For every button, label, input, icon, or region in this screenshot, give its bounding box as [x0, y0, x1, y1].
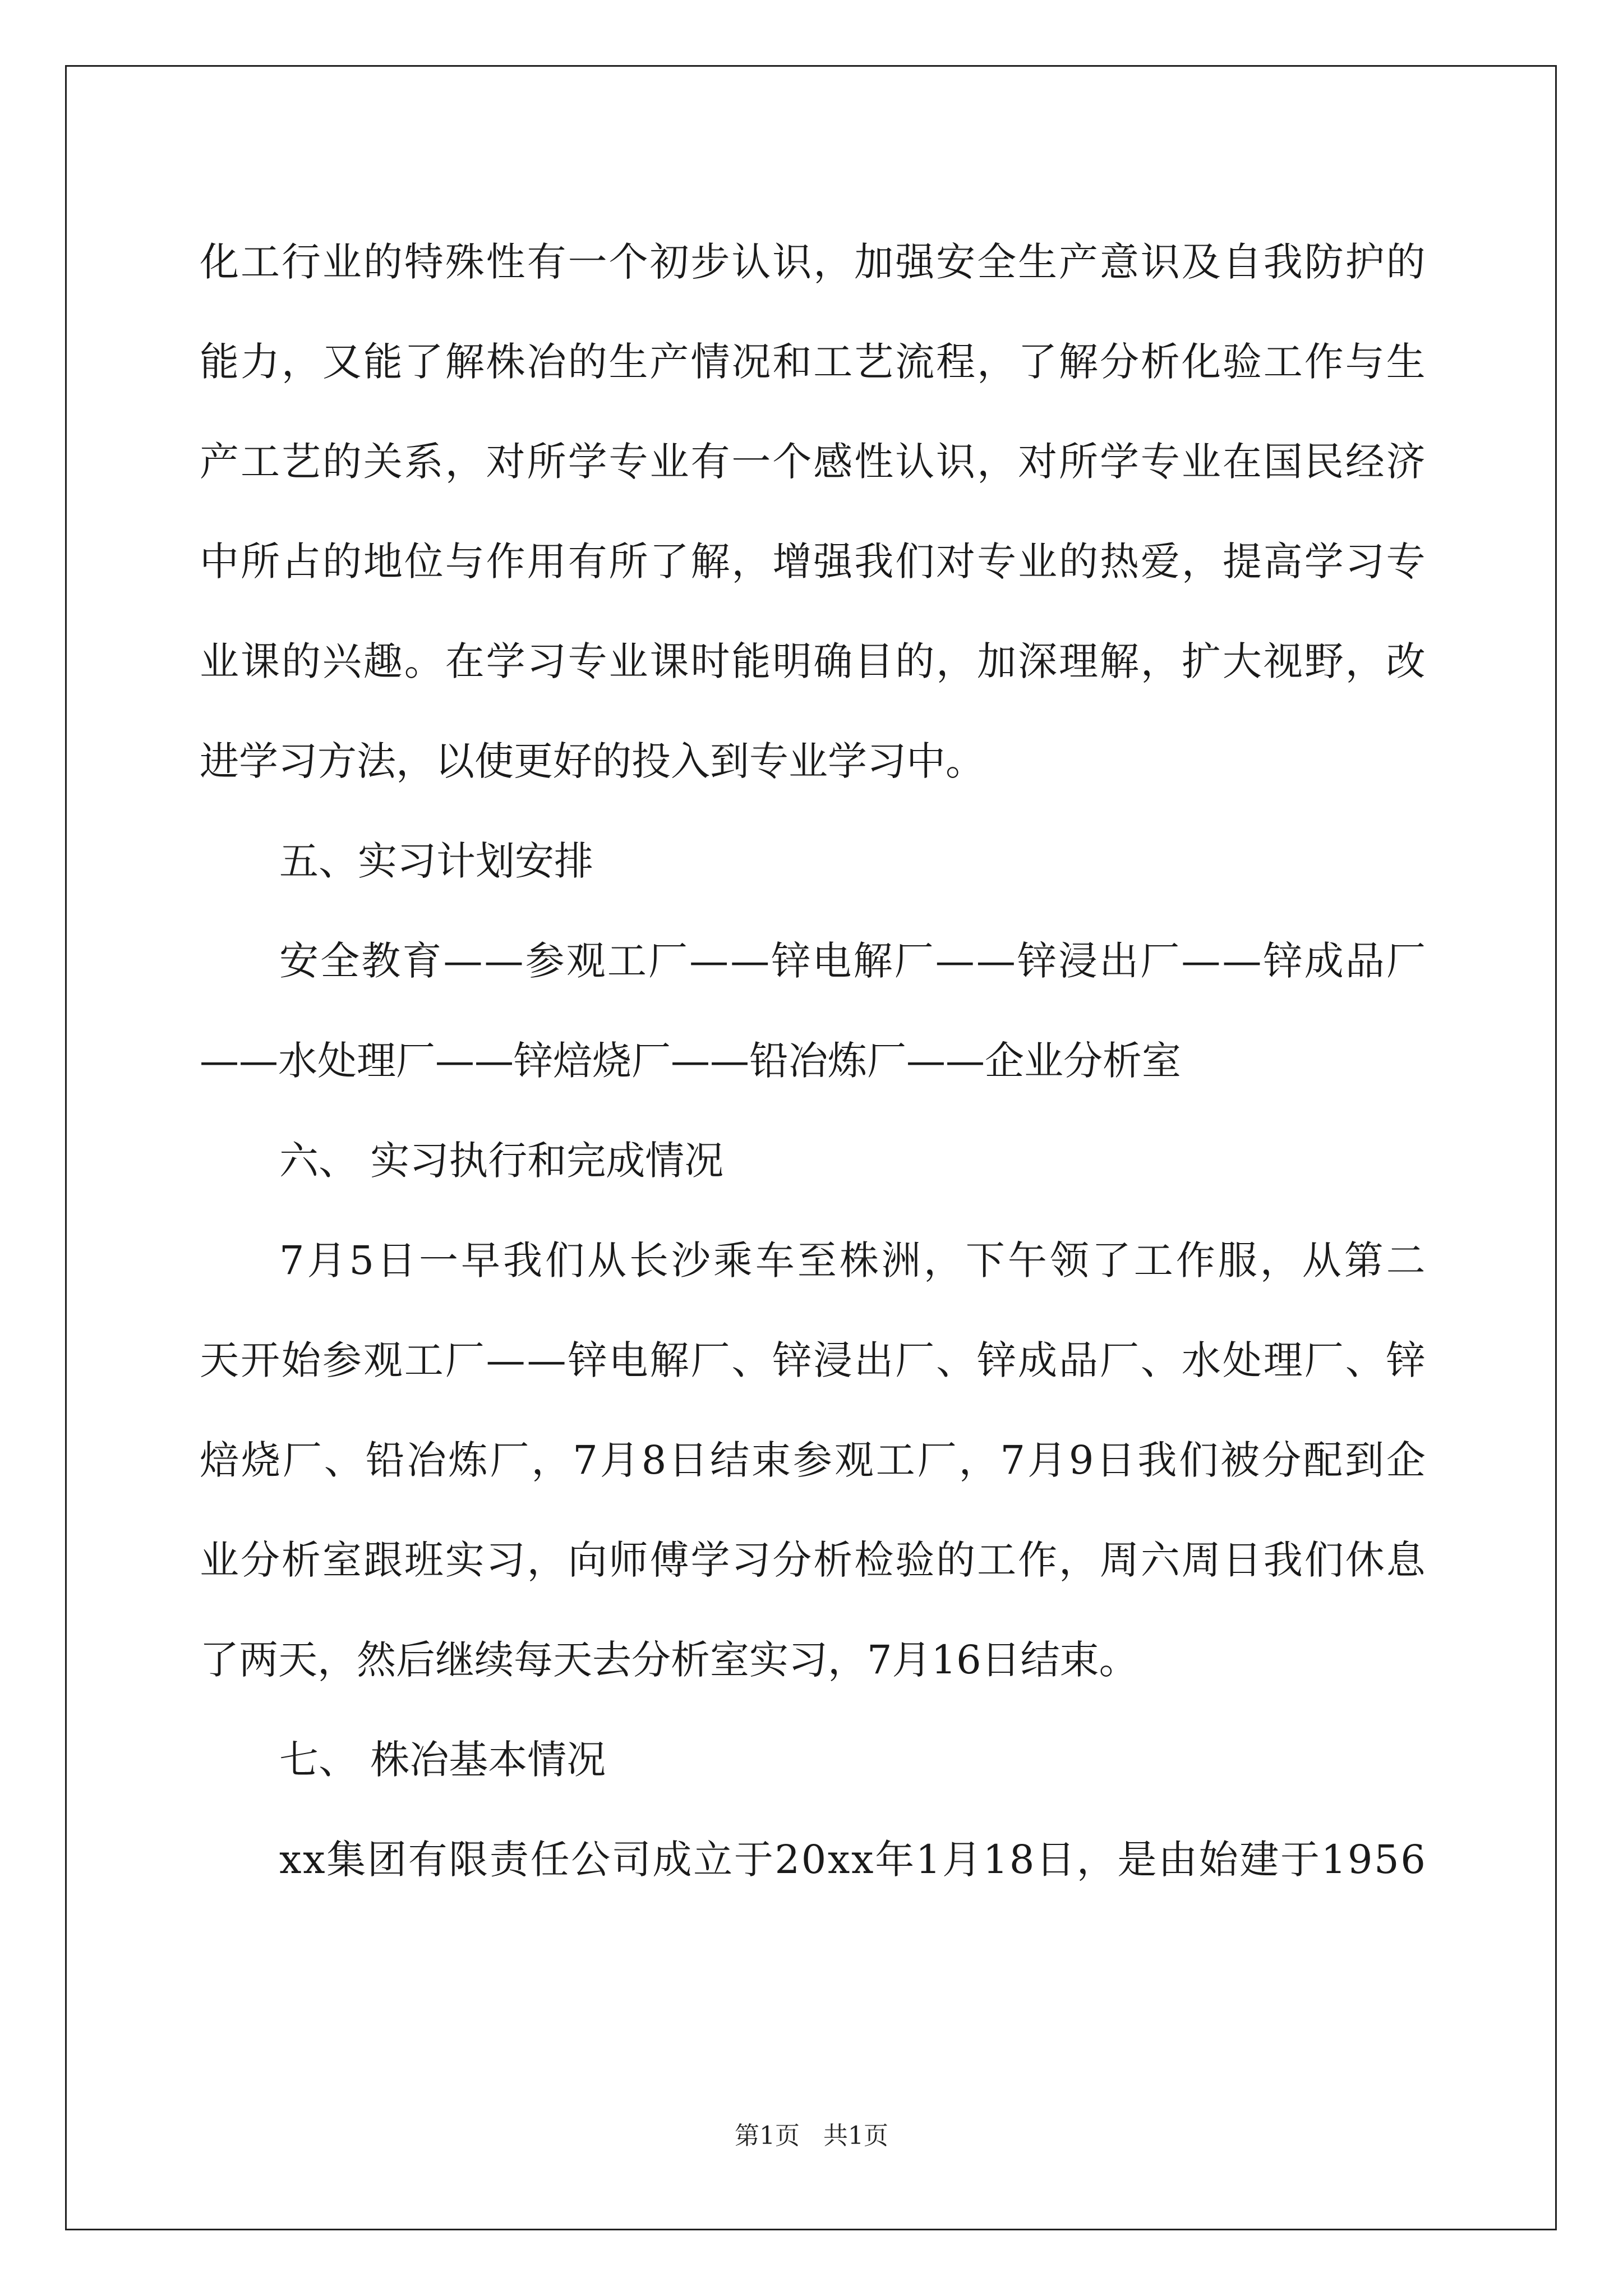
text-line: 业 课 的 兴 趣 。 在 学 习 专 业 课 时 能 明 确 目 的 ， 加 深 理 解 ， 扩 大 视 野 ， 改: [200, 638, 1426, 684]
text-line: 焙 烧 厂 、 铅 冶 炼 厂 ， 7 月 8 日 结 束 参 观 工 厂 ， 7 月 9 日 我 们 被 分 配 到 企: [200, 1437, 1426, 1483]
text-line: 安 全 教 育 — — 参 观 工 厂 — — 锌 电 解 厂 — — 锌 浸 出 厂 — — 锌 成 品 厂: [279, 938, 1426, 984]
text-line: 进学习方法，以使更好的投入到专业学习中。: [200, 738, 985, 784]
text-line: 五、实习计划安排: [279, 838, 593, 884]
text-line: 能 力 ， 又 能 了 解 株 冶 的 生 产 情 况 和 工 艺 流 程 ， 了 解 分 析 化 验 工 作 与 生: [200, 339, 1426, 385]
text-line: 产 工 艺 的 关 系 ， 对 所 学 专 业 有 一 个 感 性 认 识 ， 对 所 学 专 业 在 国 民 经 济: [200, 439, 1426, 485]
text-line: 化 工 行 业 的 特 殊 性 有 一 个 初 步 认 识 ， 加 强 安 全 生 产 意 识 及 自 我 防 护 的: [200, 239, 1426, 285]
text-line: 七、 株冶基本情况: [279, 1737, 606, 1783]
text-line: 六、 实习执行和完成情况: [279, 1138, 724, 1184]
text-line: 7 月 5 日 一 早 我 们 从 长 沙 乘 车 至 株 洲 ， 下 午 领 了 工 作 服 ， 从 第 二: [279, 1237, 1426, 1283]
text-line: 业 分 析 室 跟 班 实 习 ， 向 师 傅 学 习 分 析 检 验 的 工 作 ， 周 六 周 日 我 们 休 息: [200, 1537, 1426, 1583]
text-line: x x 集 团 有 限 责 任 公 司 成 立 于 2 0 x x 年 1 月 1 8 日 ， 是 由 始 建 于 1 9 5 6: [279, 1837, 1426, 1883]
text-line: ——水处理厂——锌焙烧厂——铅冶炼厂——企业分析室: [200, 1038, 1181, 1084]
text-line: 了两天，然后继续每天去分析室实习，7月16日结束。: [200, 1637, 1138, 1683]
page-footer: 第1页 共1页: [735, 2122, 888, 2150]
document-body: [200, 212, 1426, 1910]
text-line: 天 开 始 参 观 工 厂 — — 锌 电 解 厂 、 锌 浸 出 厂 、 锌 成 品 厂 、 水 处 理 厂 、 锌: [200, 1337, 1426, 1383]
text-line: 中 所 占 的 地 位 与 作 用 有 所 了 解 ， 增 强 我 们 对 专 业 的 热 爱 ， 提 高 学 习 专: [200, 539, 1426, 585]
